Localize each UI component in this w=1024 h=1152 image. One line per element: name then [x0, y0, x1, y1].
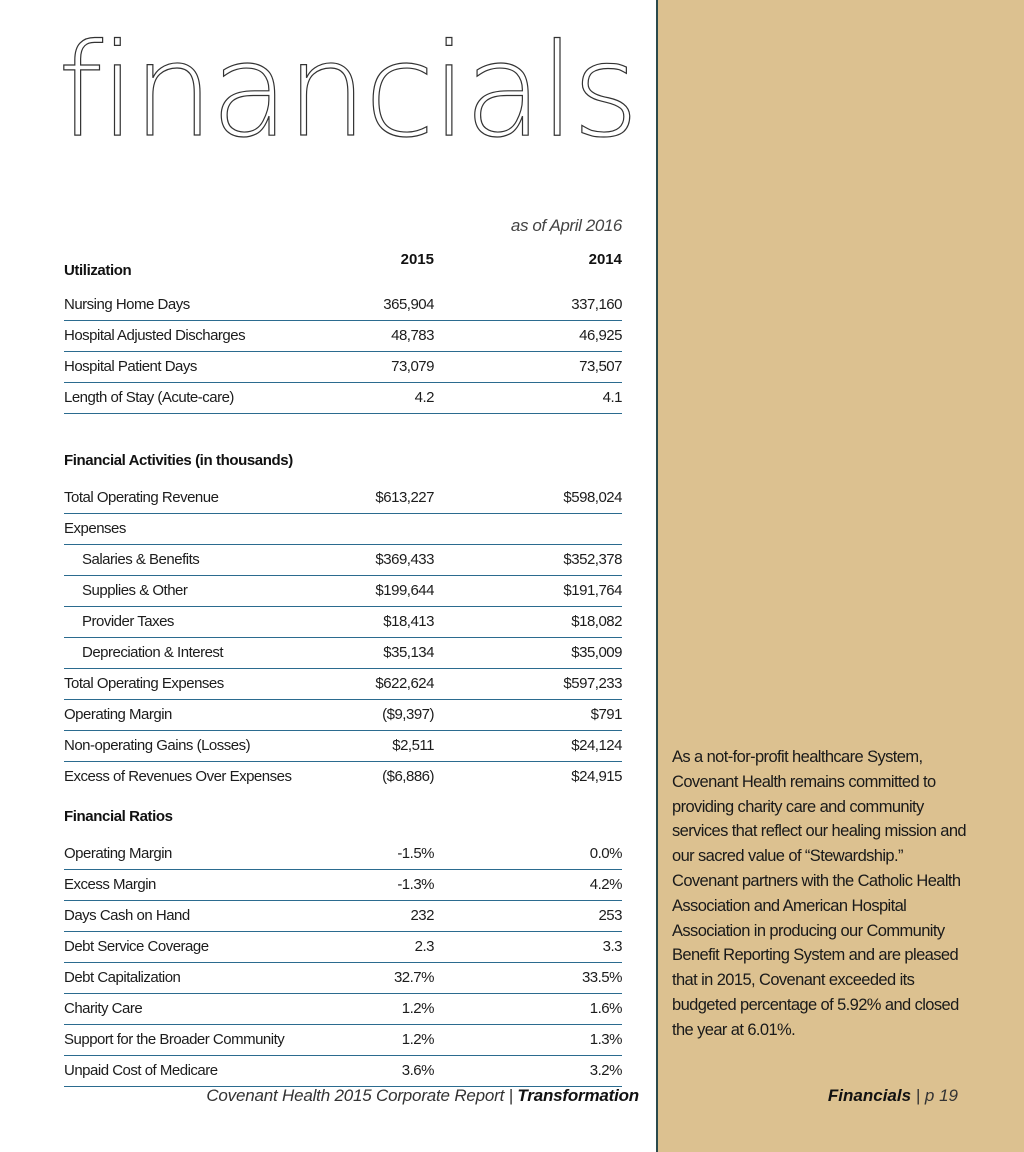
row-label: Expenses [64, 520, 126, 537]
table-row [64, 963, 622, 994]
row-label: Operating Margin [64, 706, 172, 723]
table-row [64, 352, 622, 383]
footer-report-title [206, 1086, 639, 1106]
value-2014: 253 [598, 907, 622, 924]
section-financial-activities: Financial Activities (in thousands) [64, 452, 293, 469]
table-row [64, 1056, 622, 1087]
value-2015: -1.3% [397, 876, 434, 893]
value-2014: 0.0% [589, 845, 622, 862]
value-2015: 365,904 [383, 296, 434, 313]
value-2015: $613,227 [375, 489, 434, 506]
table-row [64, 1025, 622, 1056]
row-label: Days Cash on Hand [64, 907, 190, 924]
value-2015: -1.5% [397, 845, 434, 862]
value-2015: $622,624 [375, 675, 434, 692]
value-2015: 1.2% [401, 1031, 434, 1048]
value-2014: 337,160 [571, 296, 622, 313]
table-row [64, 576, 622, 607]
column-header-2015: 2015 [400, 251, 434, 268]
value-2015: ($6,886) [382, 768, 434, 785]
row-label: Salaries & Benefits [82, 551, 200, 568]
value-2014: 3.3 [602, 938, 622, 955]
row-label: Hospital Patient Days [64, 358, 197, 375]
footer-section-name: Financials [827, 1086, 912, 1105]
value-2014: 3.2% [589, 1062, 622, 1079]
value-2015: $35,134 [383, 644, 434, 661]
value-2015: $199,644 [375, 582, 434, 599]
mission-statement: As a not-for-profit healthcare System, Covenant Health remains committed to providing charity care and community services that reflect our healing mission and our sacred value of “Stewardship.” Covenant partners with the Catholic Health Association and American Hospital Association in producing our Community Benefit Reporting System and are pleased that in 2015, Covenant exceeded its budgeted percentage of 5.92% and closed the year at 6.01%. [672, 748, 966, 1039]
row-label: Charity Care [64, 1000, 143, 1017]
row-label: Nursing Home Days [64, 296, 190, 313]
value-2015: ($9,397) [382, 706, 434, 723]
as-of-date: as of April 2016 [510, 216, 622, 235]
page-number: | p 19 [911, 1086, 958, 1105]
row-label: Hospital Adjusted Discharges [64, 327, 246, 344]
table-row [64, 638, 622, 669]
row-label: Excess Margin [64, 876, 156, 893]
table-row [64, 514, 622, 545]
table-row [64, 383, 622, 414]
row-label: Excess of Revenues Over Expenses [64, 768, 292, 785]
page-title: financials [58, 17, 636, 166]
value-2014: $24,915 [571, 768, 622, 785]
table-row [64, 700, 622, 731]
value-2014: 33.5% [581, 969, 622, 986]
value-2015: $2,511 [392, 737, 434, 754]
table-row [64, 870, 622, 901]
value-2015: 3.6% [401, 1062, 434, 1079]
value-2014: 4.2% [589, 876, 622, 893]
utilization-rows [64, 290, 622, 414]
value-2015: 2.3 [414, 938, 434, 955]
row-label: Operating Margin [64, 845, 172, 862]
table-row [64, 545, 622, 576]
footer-report-emphasis: Transformation [517, 1086, 639, 1105]
row-label: Total Operating Revenue [64, 489, 219, 506]
value-2014: 73,507 [579, 358, 622, 375]
table-row [64, 483, 622, 514]
row-label: Support for the Broader Community [64, 1031, 285, 1048]
value-2015: 73,079 [391, 358, 434, 375]
table-row [64, 932, 622, 963]
value-2014: 4.1 [602, 389, 622, 406]
value-2015: 1.2% [401, 1000, 434, 1017]
value-2014: $24,124 [571, 737, 622, 754]
table-row [64, 901, 622, 932]
table-row [64, 290, 622, 321]
row-label: Supplies & Other [82, 582, 188, 599]
row-label: Total Operating Expenses [64, 675, 224, 692]
value-2015: 4.2 [414, 389, 434, 406]
value-2015: 32.7% [393, 969, 434, 986]
value-2014: $352,378 [563, 551, 622, 568]
row-label: Non-operating Gains (Losses) [64, 737, 251, 754]
row-label: Debt Service Coverage [64, 938, 209, 955]
value-2014: $18,082 [571, 613, 622, 630]
value-2014: $191,764 [563, 582, 622, 599]
value-2015: 232 [410, 907, 434, 924]
table-row [64, 321, 622, 352]
value-2014: $598,024 [563, 489, 622, 506]
table-row [64, 839, 622, 870]
value-2014: $597,233 [563, 675, 622, 692]
table-row [64, 762, 622, 792]
value-2015: 48,783 [391, 327, 434, 344]
value-2015: $369,433 [375, 551, 434, 568]
column-header-2014: 2014 [588, 251, 622, 268]
row-label: Depreciation & Interest [82, 644, 224, 661]
value-2014: 1.3% [589, 1031, 622, 1048]
financials-table [64, 262, 622, 1087]
footer-page-label [828, 1086, 958, 1106]
section-financial-ratios: Financial Ratios [64, 808, 173, 825]
row-label: Length of Stay (Acute-care) [64, 389, 234, 406]
table-row [64, 669, 622, 700]
table-row [64, 731, 622, 762]
row-label: Debt Capitalization [64, 969, 181, 986]
value-2014: 46,925 [579, 327, 622, 344]
value-2015: $18,413 [383, 613, 434, 630]
row-label: Provider Taxes [82, 613, 174, 630]
table-row [64, 607, 622, 638]
financial-activities-rows [64, 483, 622, 792]
row-label: Unpaid Cost of Medicare [64, 1062, 218, 1079]
value-2014: $35,009 [571, 644, 622, 661]
table-row [64, 994, 622, 1025]
value-2014: 1.6% [589, 1000, 622, 1017]
section-utilization: Utilization [64, 262, 132, 279]
footer-report-text: Covenant Health 2015 Corporate Report | [206, 1086, 518, 1105]
value-2014: $791 [590, 706, 622, 723]
financial-ratios-rows [64, 839, 622, 1087]
